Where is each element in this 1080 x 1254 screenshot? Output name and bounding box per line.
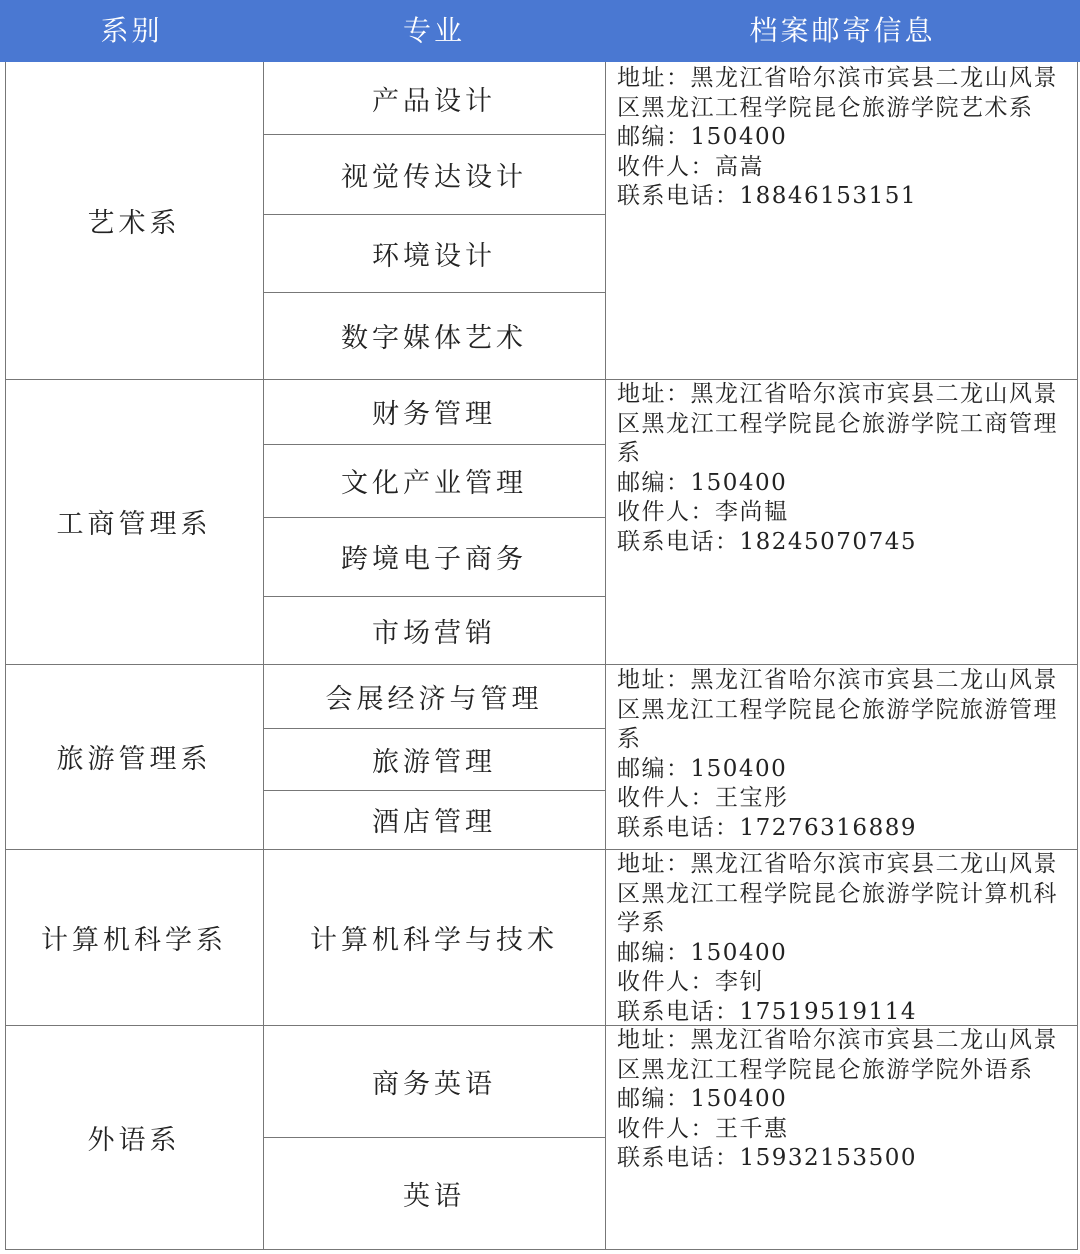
- dept-name: 外语系: [87, 1124, 181, 1156]
- grid-line: [1077, 62, 1078, 1250]
- major-name: 市场营销: [372, 617, 496, 649]
- phone-text: 联系电话：15932153500: [617, 1145, 917, 1171]
- major-name: 跨境电子商务: [341, 544, 527, 575]
- phone-text: 联系电话：17519519114: [617, 998, 917, 1025]
- address-text: 地址：黑龙江省哈尔滨市宾县二龙山风景区黑龙江工程学院昆仑旅游学院计算机科学系: [617, 851, 1058, 936]
- major-name: 文化产业管理: [341, 468, 527, 499]
- address-text: 地址：黑龙江省哈尔滨市宾县二龙山风景区黑龙江工程学院昆仑旅游学院工商管理系: [617, 381, 1058, 466]
- phone-text: 联系电话：17276316889: [617, 814, 917, 841]
- dept-name: 计算机科学系: [41, 924, 227, 956]
- major-name: 数字媒体艺术: [341, 323, 527, 354]
- grid-line: [605, 62, 606, 1250]
- dept-name: 工商管理系: [56, 509, 212, 540]
- recipient-text: 收件人：高嵩: [617, 153, 764, 180]
- address-text: 地址：黑龙江省哈尔滨市宾县二龙山风景区黑龙江工程学院昆仑旅游学院艺术系: [617, 65, 1058, 121]
- recipient-text: 收件人：王千惠: [617, 1115, 789, 1142]
- recipient-text: 收件人：李钊: [617, 969, 764, 995]
- major-name: 酒店管理: [372, 807, 496, 838]
- header-dept: 系别: [100, 14, 163, 47]
- major-name: 环境设计: [372, 240, 496, 272]
- row-divider: [5, 1249, 1078, 1250]
- major-name: 商务英语: [372, 1068, 496, 1100]
- major-name: 财务管理: [372, 399, 496, 430]
- header-major: 专业: [402, 14, 465, 47]
- dept-name: 旅游管理系: [56, 744, 212, 775]
- phone-text: 联系电话：18846153151: [617, 183, 917, 209]
- mailing-info: [617, 666, 1072, 843]
- postcode-text: 邮编：150400: [617, 1086, 788, 1112]
- mailing-info: [617, 64, 1072, 212]
- address-text: 地址：黑龙江省哈尔滨市宾县二龙山风景区黑龙江工程学院昆仑旅游学院旅游管理系: [617, 667, 1058, 752]
- postcode-text: 邮编：150400: [617, 939, 788, 966]
- recipient-text: 收件人：王宝彤: [617, 785, 789, 811]
- major-name: 视觉传达设计: [341, 161, 527, 193]
- address-text: 地址：黑龙江省哈尔滨市宾县二龙山风景区黑龙江工程学院昆仑旅游学院外语系: [617, 1027, 1058, 1083]
- table-header: [0, 0, 1080, 62]
- postcode-text: 邮编：150400: [617, 124, 788, 150]
- major-name: 会展经济与管理: [325, 683, 543, 715]
- recipient-text: 收件人：李尚韫: [617, 499, 789, 525]
- major-name: 旅游管理: [372, 746, 496, 778]
- mailing-info: [617, 1026, 1072, 1174]
- phone-text: 联系电话：18245070745: [617, 528, 917, 555]
- major-name: 产品设计: [372, 85, 496, 117]
- major-name: 英语: [403, 1180, 465, 1212]
- postcode-text: 邮编：150400: [617, 469, 788, 496]
- postcode-text: 邮编：150400: [617, 755, 788, 782]
- mailing-info: [617, 380, 1072, 557]
- dept-name: 艺术系: [87, 208, 181, 239]
- major-name: 计算机科学与技术: [310, 924, 558, 956]
- header-info: 档案邮寄信息: [749, 14, 936, 47]
- mailing-info: [617, 850, 1072, 1027]
